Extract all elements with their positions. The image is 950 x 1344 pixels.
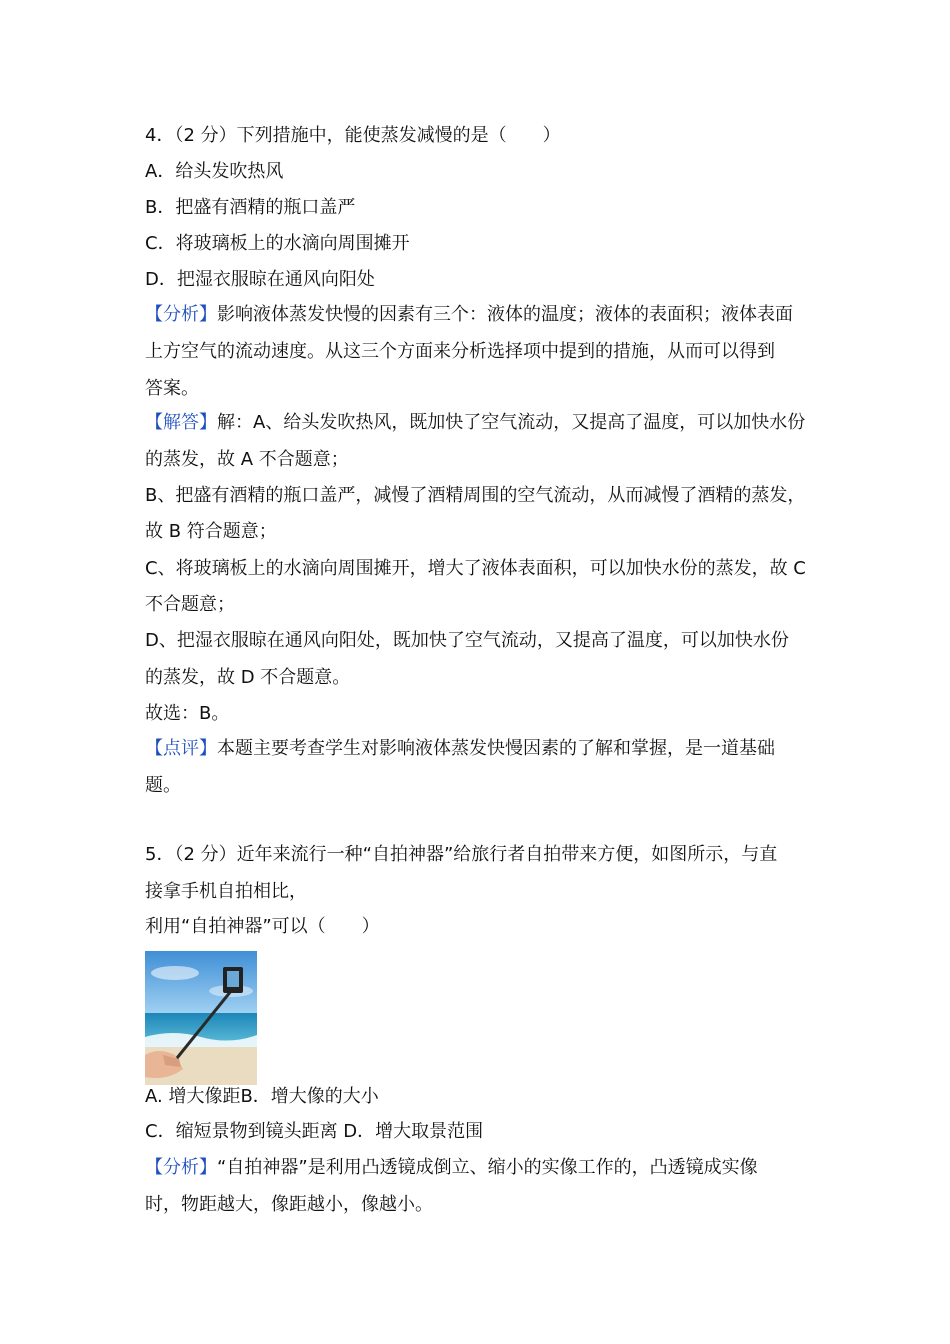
selfie-stick-photo (145, 951, 257, 1085)
comment-text: 本题主要考查学生对影响液体蒸发快慢因素的了解和掌握，是一道基础 (217, 738, 775, 759)
q5-analysis-line-2: 时，物距越大，像距越小，像越小。 (145, 1194, 433, 1215)
answer-tag: 【解答】 (145, 412, 217, 433)
analysis-tag: 【分析】 (145, 304, 217, 325)
analysis-text: “自拍神器”是利用凸透镜成倒立、缩小的实像工作的，凸透镜成实像 (217, 1157, 758, 1178)
q4-option-c: C．将玻璃板上的水滴向周围摊开 (145, 233, 410, 254)
analysis-text: 影响液体蒸发快慢的因素有三个：液体的温度；液体的表面积；液体表面 (217, 304, 793, 325)
q5-options-row-2: C．缩短景物到镜头距离 D．增大取景范围 (145, 1121, 484, 1142)
q4-analysis-line-2: 上方空气的流动速度。从这三个方面来分析选择项中提到的措施，从而可以得到 (145, 341, 775, 362)
comment-tag: 【点评】 (145, 738, 217, 759)
q4-answer-line-8: 的蒸发，故 D 不合题意。 (145, 667, 351, 688)
q5-stem-line-3: 利用“自拍神器”可以（ ） (145, 916, 380, 937)
q4-option-b: B．把盛有酒精的瓶口盖严 (145, 197, 356, 218)
q4-answer-line-4: 故 B 符合题意； (145, 521, 277, 542)
q5-stem-line-2: 接拿手机自拍相比， (145, 881, 307, 902)
q4-stem: 4．（2 分）下列措施中，能使蒸发减慢的是（ ） (145, 125, 561, 146)
q4-option-d: D．把湿衣服晾在通风向阳处 (145, 269, 375, 290)
q4-comment-line-1 (145, 737, 775, 761)
answer-text: 解：A、给头发吹热风，既加快了空气流动，又提高了温度，可以加快水份 (217, 412, 806, 433)
q4-analysis-line-3: 答案。 (145, 378, 199, 399)
q4-answer-line-2: 的蒸发，故 A 不合题意； (145, 449, 349, 470)
q5-options-row-1: A. 增大像距B．增大像的大小 (145, 1086, 379, 1107)
q4-comment-line-2: 题。 (145, 775, 181, 796)
q4-answer-line-9: 故选：B。 (145, 703, 230, 724)
q4-answer-line-7: D、把湿衣服晾在通风向阳处，既加快了空气流动，又提高了温度，可以加快水份 (145, 630, 789, 651)
q4-answer-line-1 (145, 411, 805, 435)
analysis-tag: 【分析】 (145, 1157, 217, 1178)
q5-stem-line-1: 5．（2 分）近年来流行一种“自拍神器”给旅行者自拍带来方便，如图所示，与直 (145, 844, 778, 865)
q4-option-a: A．给头发吹热风 (145, 161, 284, 182)
q5-analysis-line-1 (145, 1156, 758, 1180)
q4-analysis-line-1 (145, 303, 793, 327)
q4-answer-line-3: B、把盛有酒精的瓶口盖严，减慢了酒精周围的空气流动，从而减慢了酒精的蒸发， (145, 485, 806, 506)
q4-answer-line-5: C、将玻璃板上的水滴向周围摊开，增大了液体表面积，可以加快水份的蒸发，故 C (145, 558, 806, 579)
q4-answer-line-6: 不合题意； (145, 594, 235, 615)
